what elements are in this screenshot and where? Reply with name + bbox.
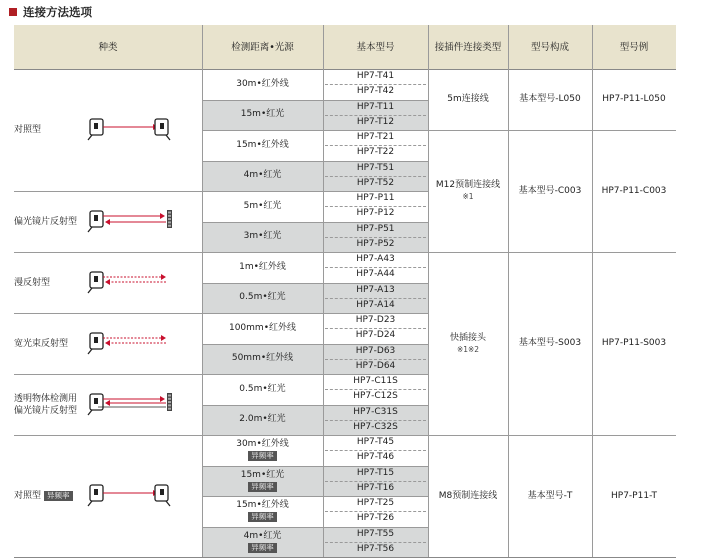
distance-label: 15m•红外线 — [236, 500, 289, 511]
header-cell: 型号例 — [592, 25, 676, 69]
distance-divider — [202, 374, 428, 375]
distance-label: 15m•红光 — [240, 469, 285, 480]
through-beam-freq-diagram — [88, 480, 188, 516]
model-cell: HP7-T25 — [356, 498, 395, 509]
distance-cell — [202, 313, 323, 344]
model-cell: HP7-C11S — [353, 376, 398, 387]
frequency-tag: 异频率 — [248, 451, 277, 461]
model-dash-divider — [325, 206, 426, 207]
example-cell: HP7-P11-L050 — [602, 94, 666, 104]
distance-divider — [202, 191, 428, 192]
distance-label: 30m•红外线 — [236, 439, 289, 450]
receiver-icon — [155, 119, 170, 140]
frequency-tag: 异频率 — [248, 482, 277, 492]
distance-label: 3m•红光 — [243, 231, 282, 242]
model-dash-divider — [325, 481, 426, 482]
composition-cell: 基本型号-C003 — [518, 185, 582, 196]
model-cell: HP7-T45 — [356, 437, 395, 448]
header-cell: 接插件连接类型 — [428, 25, 508, 69]
model-cell: HP7-T55 — [356, 528, 395, 539]
title-text: 连接方法选项 — [23, 5, 92, 19]
type-label — [14, 490, 73, 502]
header-cell: 检测距离•光源 — [202, 25, 323, 69]
distance-divider — [202, 466, 428, 467]
model-cell: HP7-P52 — [356, 238, 395, 249]
distance-divider — [202, 496, 428, 497]
distance-label: 1m•红外线 — [239, 261, 286, 272]
header-cell: 型号构成 — [508, 25, 592, 69]
distance-label: 5m•红光 — [243, 200, 282, 211]
distance-divider — [202, 435, 428, 436]
model-cell: HP7-D24 — [355, 330, 396, 341]
model-cell: HP7-C31S — [353, 406, 398, 417]
composition-cell: 基本型号-S003 — [518, 338, 582, 348]
sensor-icon — [88, 333, 103, 354]
distance-cell — [202, 466, 323, 497]
composition-cell: 基本型号-L050 — [519, 94, 581, 104]
model-cell: HP7-P11 — [356, 193, 395, 204]
distance-divider — [202, 527, 428, 528]
distance-divider — [202, 161, 428, 162]
model-cell: HP7-A14 — [356, 299, 395, 310]
distance-cell — [202, 435, 323, 466]
wide-beam-diagram — [88, 328, 188, 364]
reflector-icon — [167, 210, 172, 228]
connector-label: M12预制连接线 — [435, 180, 501, 190]
distance-divider — [202, 130, 428, 131]
connector-cell — [428, 69, 508, 130]
distance-cell — [202, 283, 323, 314]
type-label: 漫反射型 — [14, 277, 51, 288]
type-label: 对照型 — [14, 125, 42, 135]
model-dash-divider — [325, 328, 426, 329]
distance-label: 15m•红外线 — [236, 139, 289, 150]
model-cell: HP7-T26 — [356, 513, 395, 524]
connector-cell — [428, 435, 508, 557]
model-dash-divider — [325, 450, 426, 451]
distance-cell — [202, 252, 323, 283]
distance-label: 4m•红光 — [243, 170, 282, 181]
model-cell: HP7-T41 — [356, 71, 395, 82]
connector-note: ※1※2 — [456, 344, 480, 354]
example-cell: HP7-P11-C003 — [601, 185, 667, 196]
distance-label: 30m•红外线 — [236, 78, 289, 89]
column-divider — [323, 25, 324, 557]
model-dash-divider — [325, 145, 426, 146]
model-cell: HP7-T15 — [356, 467, 395, 478]
distance-cell — [202, 344, 323, 375]
sensor-icon — [88, 272, 103, 293]
model-cell: HP7-T12 — [356, 116, 395, 127]
model-cell: HP7-P12 — [356, 208, 395, 219]
connector-divider — [428, 435, 676, 436]
model-dash-divider — [325, 84, 426, 85]
distance-label: 2.0m•红光 — [239, 414, 286, 425]
connector-cell — [428, 252, 508, 435]
model-dash-divider — [325, 298, 426, 299]
column-divider — [428, 25, 429, 557]
model-dash-divider — [325, 359, 426, 360]
distance-divider — [202, 222, 428, 223]
model-cell: HP7-C12S — [353, 391, 398, 402]
distance-cell — [202, 374, 323, 405]
distance-label: 50mm•红外线 — [231, 353, 294, 364]
type-label: 宽光束反射型 — [14, 338, 69, 349]
type-label: 透明物体检测用 偏光镜片反射型 — [14, 393, 78, 416]
distance-label: 100mm•红外线 — [228, 322, 297, 333]
distance-divider — [202, 344, 428, 345]
distance-cell — [202, 100, 323, 131]
distance-cell — [202, 130, 323, 161]
column-divider — [592, 25, 593, 557]
model-cell: HP7-D23 — [355, 315, 396, 326]
model-dash-divider — [325, 267, 426, 268]
model-cell: HP7-D63 — [355, 345, 396, 356]
model-cell: HP7-T52 — [356, 177, 395, 188]
retro-reflective-diagram — [88, 206, 188, 242]
type-label-text: 对照型 — [14, 491, 42, 501]
emitter-icon — [88, 485, 103, 506]
sensor-icon — [88, 394, 103, 415]
model-cell: HP7-T56 — [356, 543, 395, 554]
model-cell: HP7-T51 — [356, 162, 395, 173]
distance-cell — [202, 527, 323, 558]
example-cell: HP7-P11-S003 — [601, 338, 667, 348]
frequency-tag: 异频率 — [248, 512, 277, 522]
model-cell: HP7-T22 — [356, 147, 395, 158]
model-dash-divider — [325, 420, 426, 421]
transparent-object-diagram — [88, 389, 188, 425]
distance-divider — [202, 405, 428, 406]
connector-label: M8预制连接线 — [438, 490, 498, 501]
distance-label: 0.5m•红光 — [239, 383, 286, 394]
model-dash-divider — [325, 176, 426, 177]
column-divider — [508, 25, 509, 557]
header-cell: 基本型号 — [323, 25, 428, 69]
connector-cell — [428, 130, 508, 252]
model-dash-divider — [325, 389, 426, 390]
connector-divider — [428, 252, 676, 253]
distance-cell — [202, 405, 323, 436]
model-cell: HP7-A44 — [356, 269, 395, 280]
distance-cell — [202, 496, 323, 527]
distance-divider — [202, 313, 428, 314]
model-dash-divider — [325, 511, 426, 512]
model-cell: HP7-T46 — [356, 452, 395, 463]
connector-note: ※1 — [462, 192, 474, 201]
connector-label: 5m连接线 — [447, 94, 489, 104]
connector-label: 快插接头 — [449, 332, 486, 343]
through-beam-diagram — [88, 114, 188, 150]
model-dash-divider — [325, 542, 426, 543]
example-cell: HP7-P11-T — [611, 490, 657, 501]
header-cell: 种类 — [14, 25, 202, 69]
distance-cell — [202, 222, 323, 253]
model-cell: HP7-D64 — [355, 360, 396, 371]
frequency-tag: 异频率 — [44, 491, 73, 501]
sensor-icon — [88, 211, 103, 232]
distance-divider — [202, 100, 428, 101]
distance-cell — [202, 191, 323, 222]
model-dash-divider — [325, 115, 426, 116]
model-cell: HP7-T16 — [356, 482, 395, 493]
column-divider — [202, 25, 203, 557]
connector-divider — [428, 130, 676, 131]
distance-divider — [202, 283, 428, 284]
emitter-icon — [88, 119, 103, 140]
distance-label: 15m•红光 — [240, 109, 285, 120]
model-cell: HP7-T21 — [356, 132, 395, 143]
distance-cell — [202, 69, 323, 100]
model-cell: HP7-A43 — [356, 254, 395, 265]
diffuse-diagram — [88, 267, 188, 303]
distance-divider — [202, 252, 428, 253]
composition-cell: 基本型号-T — [527, 490, 573, 501]
distance-cell — [202, 161, 323, 192]
model-cell: HP7-T11 — [356, 101, 395, 112]
frequency-tag: 异频率 — [248, 543, 277, 553]
distance-label: 4m•红光 — [243, 530, 282, 541]
type-label: 偏光镜片反射型 — [14, 216, 78, 227]
distance-label: 0.5m•红光 — [239, 292, 286, 303]
model-cell: HP7-C32S — [353, 421, 398, 432]
reflector-icon — [167, 393, 172, 411]
model-cell: HP7-A13 — [356, 284, 395, 295]
model-cell: HP7-T42 — [356, 86, 395, 97]
receiver-icon — [155, 485, 170, 506]
model-dash-divider — [325, 237, 426, 238]
model-cell: HP7-P51 — [356, 223, 395, 234]
